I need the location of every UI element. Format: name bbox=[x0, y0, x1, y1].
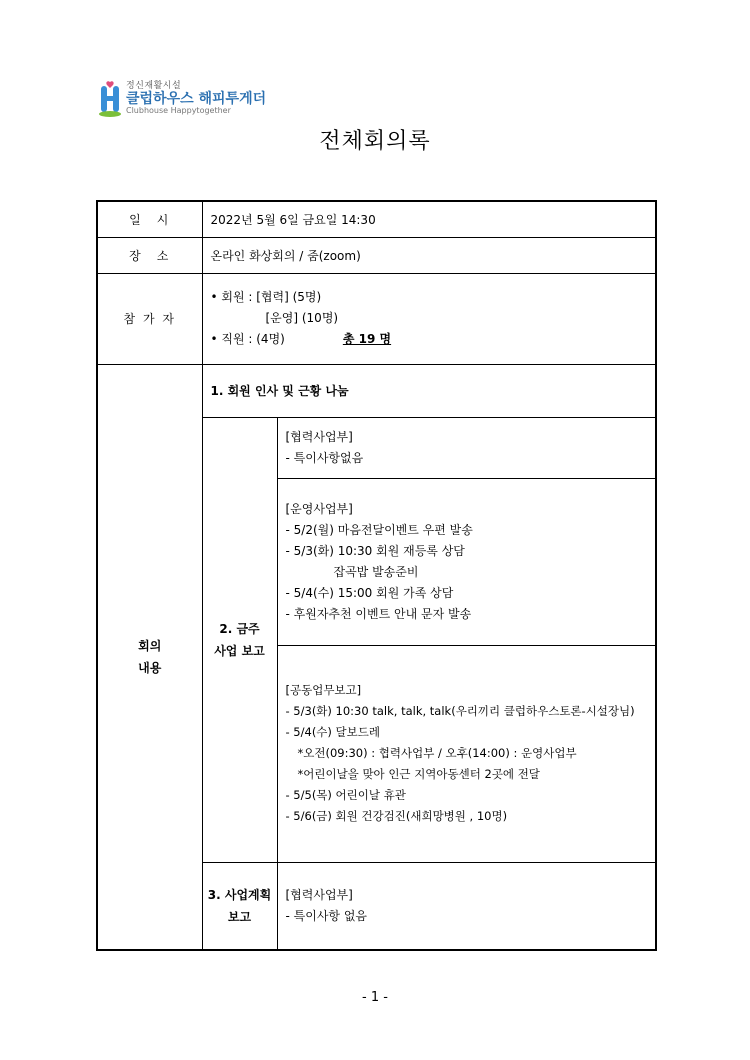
attendees-total: 총 19 명 bbox=[342, 332, 392, 346]
list-item: - 5/4(수) 15:00 회원 가족 상담 bbox=[285, 585, 454, 600]
date-value: 2022년 5월 6일 금요일 14:30 bbox=[202, 201, 656, 237]
operation-header: [운영사업부] bbox=[285, 501, 353, 516]
content-label-line-1: 회의 bbox=[138, 638, 162, 653]
page-number: - 1 - bbox=[362, 990, 388, 1005]
section-1-title: 1. 회원 인사 및 근황 나눔 bbox=[202, 364, 656, 417]
list-item: - 5/5(목) 어린이날 휴관 bbox=[285, 788, 406, 802]
list-item: - 5/4(수) 달보드레 bbox=[285, 725, 380, 739]
list-item: - 5/6(금) 회원 건강검진(새희망병원 , 10명) bbox=[285, 809, 508, 823]
attendees-line-3 bbox=[211, 329, 656, 350]
attendees-staff: • 직원 : (4명) bbox=[210, 332, 285, 346]
clubhouse-logo bbox=[98, 78, 267, 120]
section-2-line-2: 사업 보고 bbox=[214, 643, 265, 658]
attendees-label: 참 가 자 bbox=[97, 273, 202, 364]
section-3-line-1: 3. 사업계획 bbox=[207, 887, 272, 902]
common-block bbox=[277, 645, 656, 862]
common-header: [공동업무보고] bbox=[285, 683, 362, 697]
content-label bbox=[97, 364, 202, 950]
operation-block bbox=[277, 478, 656, 645]
section-2-line-1: 2. 금주 bbox=[219, 621, 260, 636]
minutes-table bbox=[96, 200, 657, 951]
cooperation-block bbox=[277, 417, 656, 478]
logo-subtitle: 정신재활시설 bbox=[126, 81, 182, 91]
attendees-row bbox=[97, 273, 656, 364]
attendees-line-2: [운영] (10명) bbox=[265, 311, 339, 325]
logo-english-name: Clubhouse Happytogether bbox=[126, 106, 231, 115]
date-label: 일 시 bbox=[97, 201, 202, 237]
place-label: 장 소 bbox=[97, 237, 202, 273]
list-item: - 5/3(화) 10:30 talk, talk, talk(우리끼리 클럽하우스토론-시설장님) bbox=[285, 704, 635, 718]
list-item: - 후원자추천 이벤트 안내 문자 발송 bbox=[285, 606, 472, 621]
date-row bbox=[97, 201, 656, 237]
page-title: 전체회의록 bbox=[319, 129, 431, 154]
attendees-value bbox=[202, 273, 656, 364]
list-item: *어린이날을 맞아 인근 지역아동센터 2곳에 전달 bbox=[297, 767, 540, 781]
section-3-title bbox=[202, 862, 277, 950]
list-item: - 5/3(화) 10:30 회원 재등록 상담 bbox=[285, 543, 465, 558]
list-item: 잡곡밥 발송준비 bbox=[333, 564, 419, 579]
attendees-line-1: • 회원 : [협력] (5명) bbox=[210, 290, 322, 304]
list-item: *오전(09:30) : 협력사업부 / 오후(14:00) : 운영사업부 bbox=[297, 746, 577, 760]
list-item: - 특이사항 없음 bbox=[285, 908, 368, 923]
content-label-line-2: 내용 bbox=[138, 660, 162, 675]
logo-name: 클럽하우스 해피투게더 bbox=[126, 91, 267, 107]
section-3-line-2: 보고 bbox=[227, 909, 252, 924]
place-value: 온라인 화상회의 / 줌(zoom) bbox=[202, 237, 656, 273]
plan-header: [협력사업부] bbox=[285, 887, 353, 902]
section-2-title bbox=[202, 417, 277, 862]
list-item: - 5/2(월) 마음전달이벤트 우편 발송 bbox=[285, 522, 473, 537]
place-row bbox=[97, 237, 656, 273]
logo-h-icon bbox=[98, 80, 124, 118]
section-1-row bbox=[97, 364, 656, 417]
plan-block bbox=[277, 862, 656, 950]
cooperation-header: [협력사업부] bbox=[285, 429, 353, 444]
list-item: - 특이사항없음 bbox=[285, 450, 364, 465]
